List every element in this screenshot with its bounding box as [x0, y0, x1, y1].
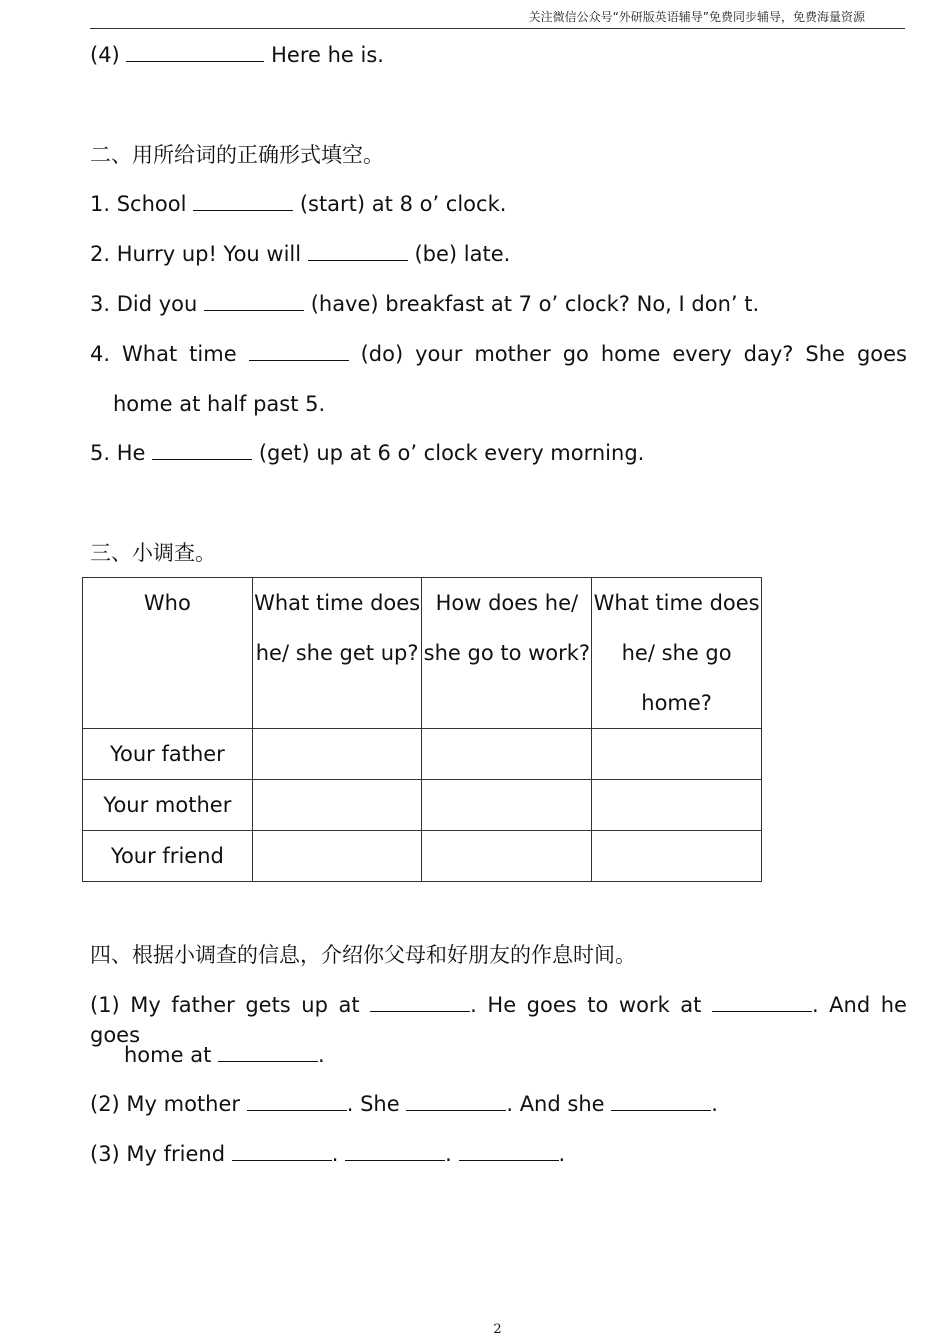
- page-header: [90, 0, 905, 29]
- header-go-to-work: How does he/ she go to work?: [422, 578, 592, 729]
- table-cell[interactable]: [422, 780, 592, 831]
- table-row: [83, 831, 762, 882]
- row-label: Your mother: [83, 780, 253, 831]
- table-cell[interactable]: [592, 831, 762, 882]
- answer-blank[interactable]: [247, 1090, 347, 1111]
- answer-blank[interactable]: [406, 1090, 506, 1111]
- section-3-title: 三、小调查。: [90, 541, 216, 565]
- writing-line-3: (3) My friend . . .: [90, 1142, 566, 1166]
- table-row: [83, 780, 762, 831]
- writing-line-1-continued: home at .: [124, 1043, 325, 1067]
- table-cell[interactable]: [422, 831, 592, 882]
- row-label: Your friend: [83, 831, 253, 882]
- header-go-home: What time does he/ she go home?: [592, 578, 762, 729]
- table-cell[interactable]: [252, 831, 422, 882]
- fill-item-3: 3. Did you (have) breakfast at 7 o’ clock? No, I don’ t.: [90, 292, 760, 316]
- table-cell[interactable]: [252, 729, 422, 780]
- page-number: 2: [493, 1322, 502, 1337]
- fill-item-4: 4. What time (do) your mother go home every day? She goes: [90, 342, 907, 366]
- table-row: [83, 729, 762, 780]
- header-get-up: What time does he/ she get up?: [252, 578, 422, 729]
- question-4: (4) Here he is.: [90, 43, 384, 67]
- survey-table: [82, 577, 762, 882]
- section-4-title: 四、根据小调查的信息，介绍你父母和好朋友的作息时间。: [90, 943, 636, 967]
- table-cell[interactable]: [252, 780, 422, 831]
- writing-line-1: (1) My father gets up at . He goes to work at . And he goes: [90, 993, 907, 1047]
- answer-blank[interactable]: [459, 1140, 559, 1161]
- answer-blank[interactable]: [152, 439, 252, 460]
- answer-blank[interactable]: [370, 991, 470, 1012]
- answer-blank[interactable]: [204, 290, 304, 311]
- header-who: Who: [83, 578, 253, 729]
- fill-item-1: 1. School (start) at 8 o’ clock.: [90, 192, 507, 216]
- section-2-title: 二、用所给词的正确形式填空。: [90, 143, 384, 167]
- answer-blank[interactable]: [308, 240, 408, 261]
- writing-line-2: (2) My mother . She . And she .: [90, 1092, 718, 1116]
- header-text: 关注微信公众号“外研版英语辅导”免费同步辅导，免费海量资源: [528, 10, 865, 24]
- answer-blank[interactable]: [232, 1140, 332, 1161]
- table-cell[interactable]: [592, 729, 762, 780]
- table-cell[interactable]: [422, 729, 592, 780]
- table-cell[interactable]: [592, 780, 762, 831]
- answer-blank[interactable]: [126, 41, 264, 62]
- answer-blank[interactable]: [345, 1140, 445, 1161]
- answer-blank[interactable]: [218, 1041, 318, 1062]
- answer-blank[interactable]: [611, 1090, 711, 1111]
- fill-item-2: 2. Hurry up! You will (be) late.: [90, 242, 511, 266]
- fill-item-5: 5. He (get) up at 6 o’ clock every morning.: [90, 441, 645, 465]
- answer-blank[interactable]: [249, 340, 349, 361]
- fill-item-4-continued: home at half past 5.: [113, 392, 326, 416]
- answer-blank[interactable]: [193, 190, 293, 211]
- table-header-row: [83, 578, 762, 729]
- row-label: Your father: [83, 729, 253, 780]
- answer-blank[interactable]: [712, 991, 812, 1012]
